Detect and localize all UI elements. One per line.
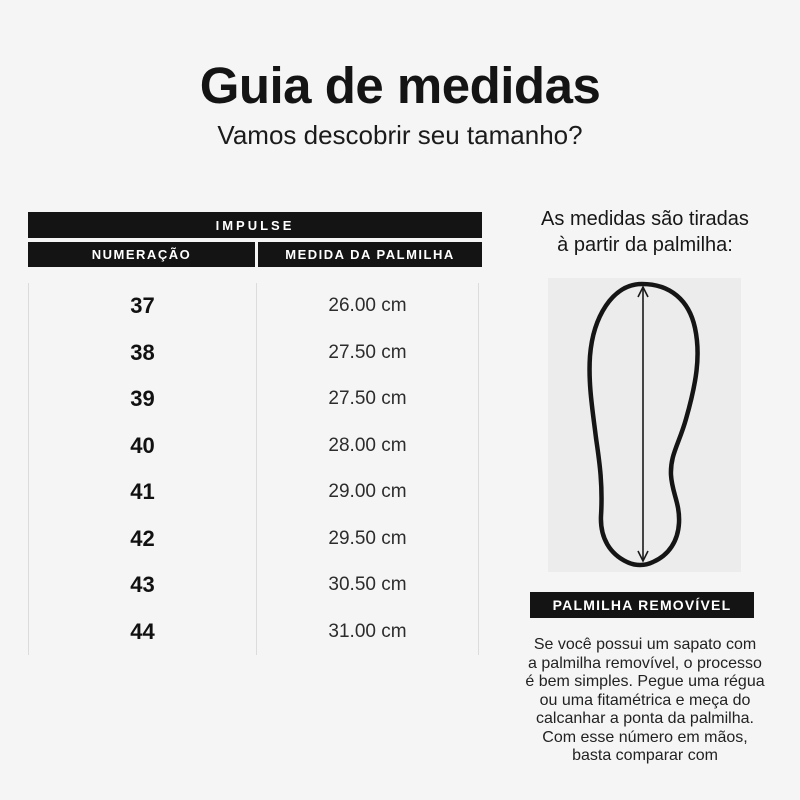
- table-column-headers: [28, 242, 482, 267]
- info-description-line: basta comparar com: [572, 747, 718, 765]
- table-row: [29, 562, 478, 609]
- insole-measure-cell: 29.50 cm: [328, 527, 407, 549]
- info-description-line: Com esse número em mãos,: [542, 728, 748, 746]
- info-description-line: é bem simples. Pegue uma régua: [525, 673, 765, 691]
- size-table: [28, 212, 482, 655]
- table-row: [29, 283, 478, 330]
- size-cell: 40: [29, 423, 257, 470]
- insole-measure-cell: 27.50 cm: [328, 341, 407, 363]
- measurement-info: [498, 206, 792, 765]
- table-row: [29, 423, 478, 470]
- insole-measure-cell: 30.50 cm: [328, 574, 407, 596]
- info-heading-line: à partir da palmilha:: [557, 234, 733, 256]
- size-cell: 38: [29, 330, 257, 377]
- info-description: [498, 636, 792, 766]
- table-row: [29, 609, 478, 656]
- info-description-line: Se você possui um sapato com: [533, 636, 757, 653]
- header: [0, 58, 800, 151]
- size-cell: 37: [29, 283, 257, 330]
- column-header-numeracao: NUMERAÇÃO: [28, 242, 255, 267]
- table-body: [28, 283, 479, 655]
- length-arrow-icon: [638, 287, 648, 561]
- table-row: [29, 330, 478, 377]
- column-header-medida-da-palmilha: MEDIDA DA PALMILHA: [258, 242, 482, 267]
- table-brand-header: IMPULSE: [28, 212, 482, 238]
- table-row: [29, 516, 478, 563]
- page-title: Guia de medidas: [199, 57, 601, 114]
- insole-measure-cell: 31.00 cm: [328, 620, 407, 642]
- info-description-line: calcanhar a ponta da palmilha.: [536, 710, 754, 728]
- info-description-line: a palmilha removível, o processo: [528, 654, 762, 672]
- insole-measure-cell: 29.00 cm: [328, 481, 407, 503]
- insole-figure: [548, 278, 741, 572]
- info-heading: [498, 206, 792, 258]
- size-cell: 39: [29, 376, 257, 423]
- insole-measure-cell: 27.50 cm: [328, 388, 407, 410]
- size-cell: 42: [29, 516, 257, 563]
- insole-measure-cell: 28.00 cm: [328, 434, 407, 456]
- info-heading-line: As medidas são tiradas: [541, 208, 749, 230]
- page-subtitle: Vamos descobrir seu tamanho?: [217, 120, 583, 151]
- removable-insole-badge: PALMILHA REMOVÍVEL: [530, 592, 754, 618]
- table-row: [29, 376, 478, 423]
- insole-outline-icon: [548, 278, 741, 572]
- table-row: [29, 469, 478, 516]
- size-cell: 43: [29, 562, 257, 609]
- info-description-line: ou uma fitamétrica e meça do: [539, 691, 751, 709]
- size-cell: 44: [29, 609, 257, 656]
- size-cell: 41: [29, 469, 257, 516]
- insole-measure-cell: 26.00 cm: [328, 295, 407, 317]
